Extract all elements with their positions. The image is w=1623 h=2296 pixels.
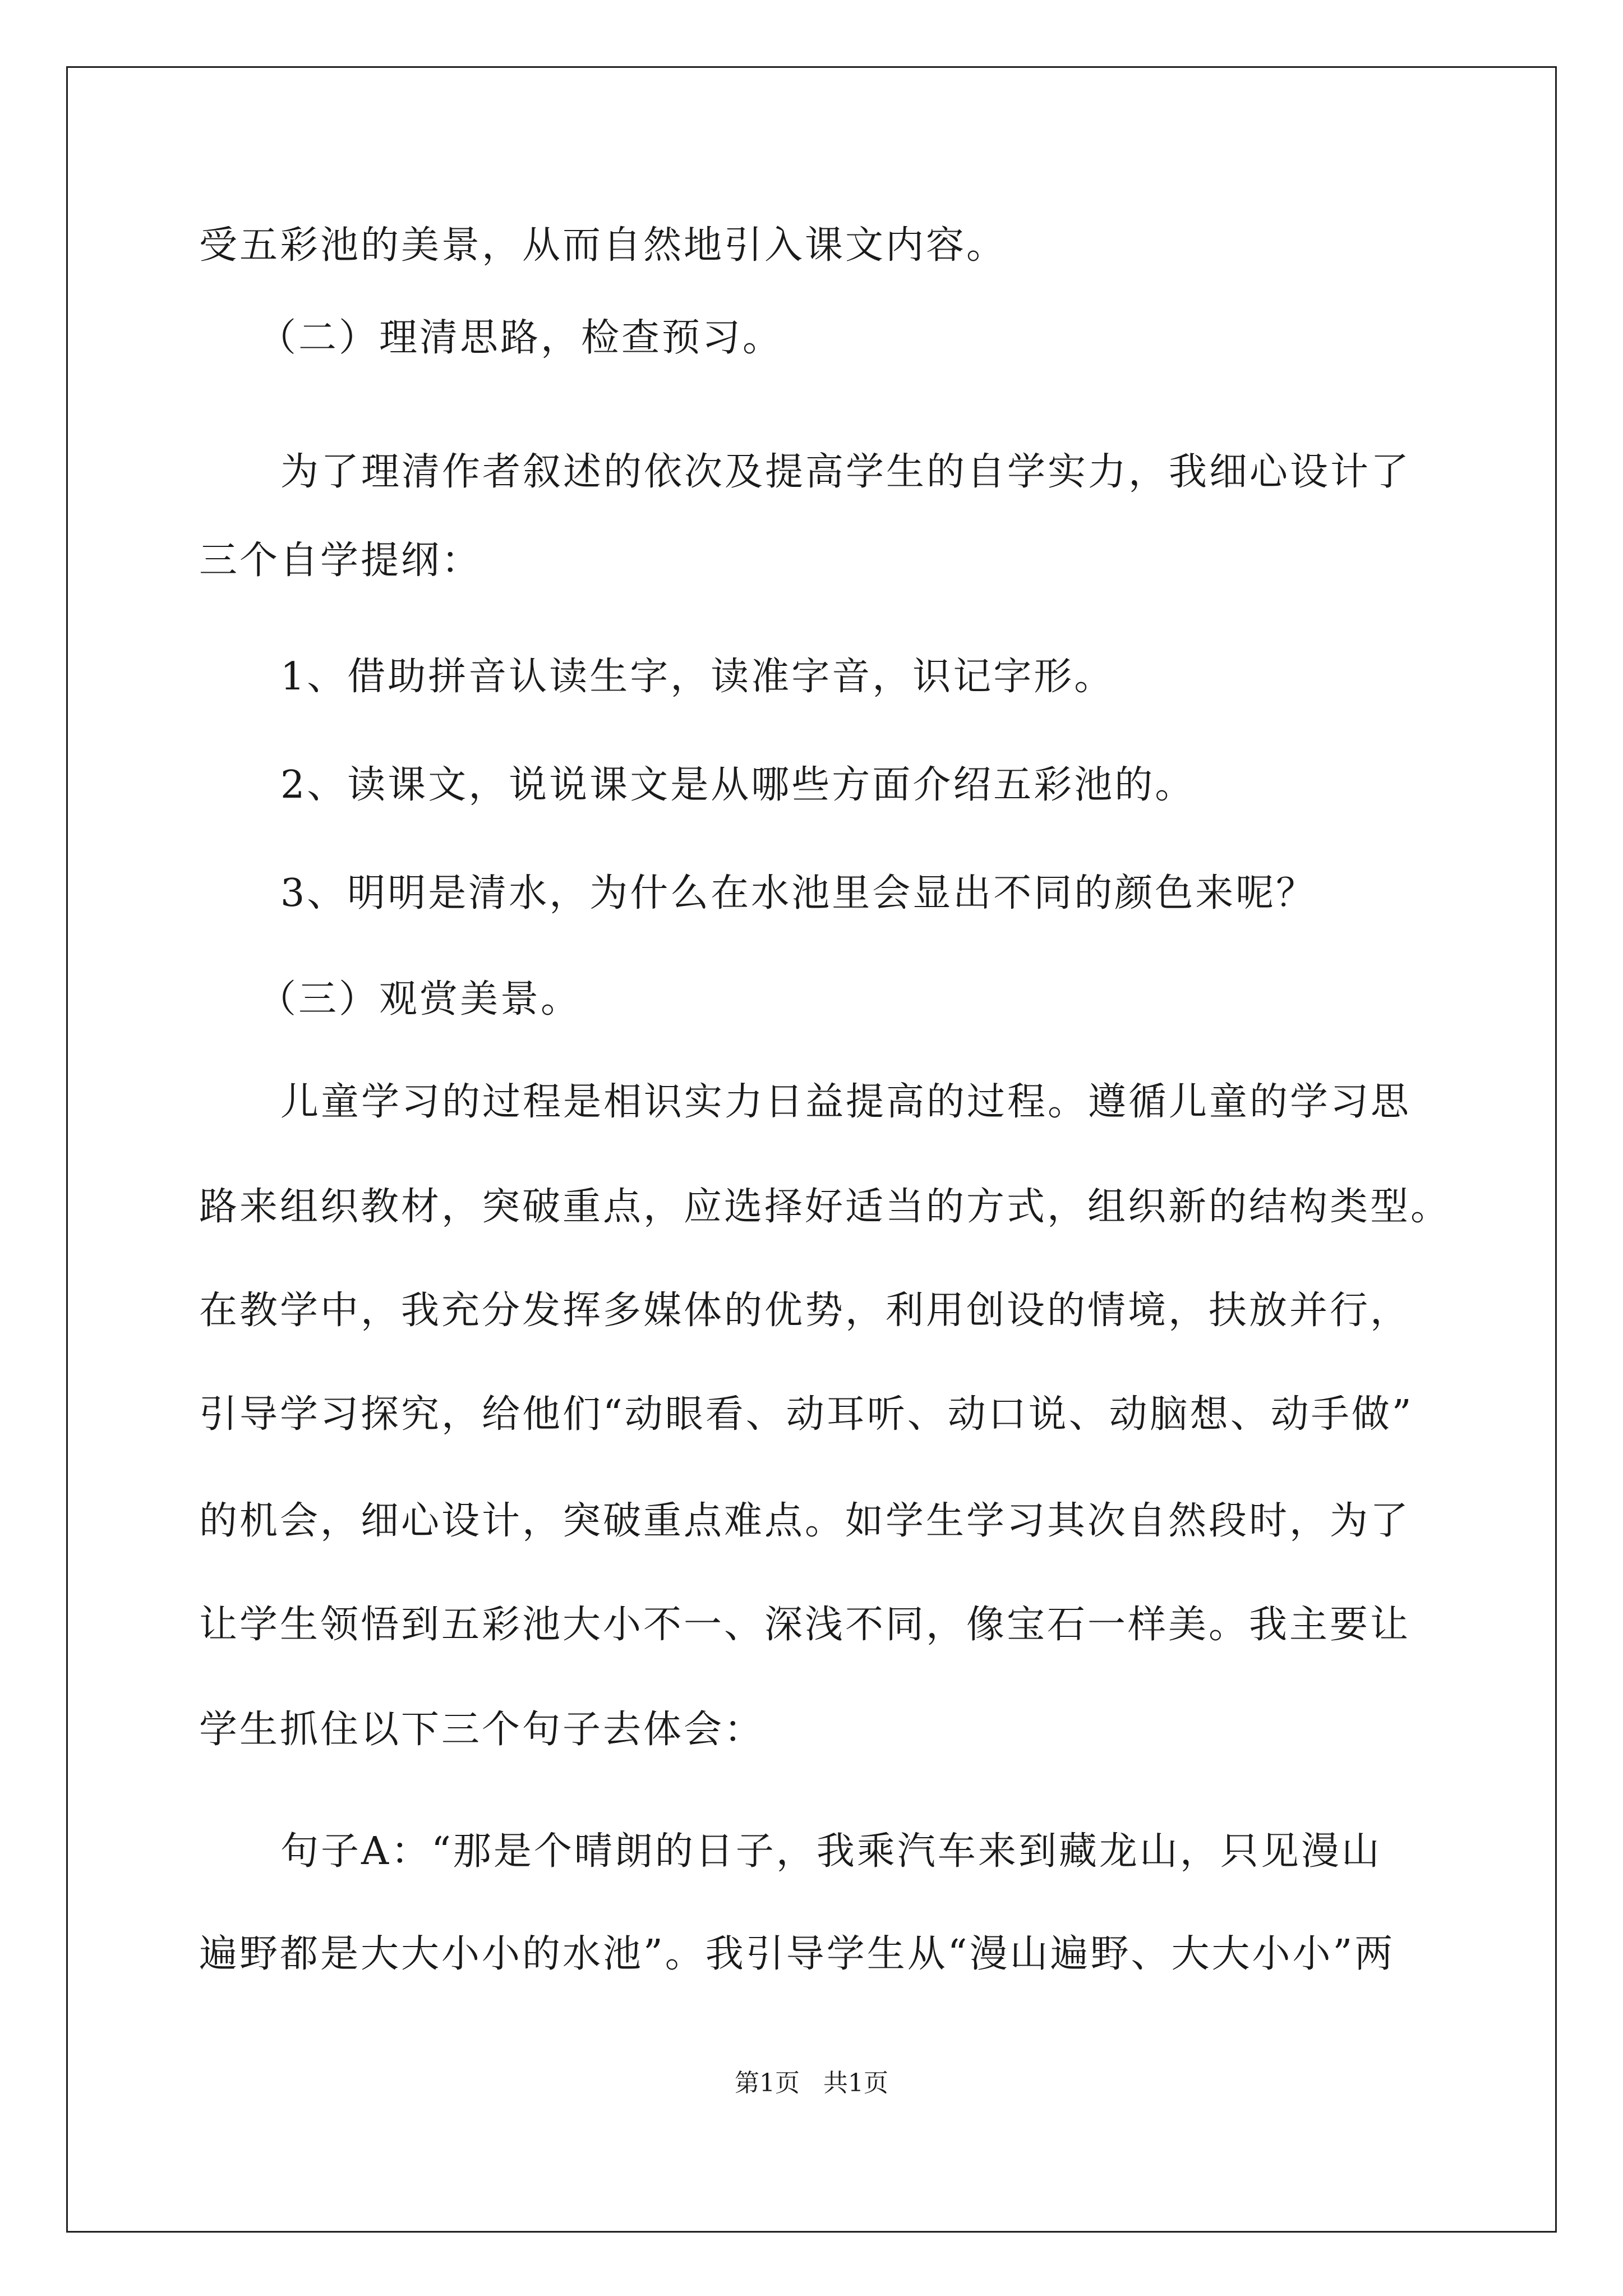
body-line: 为了理清作者叙述的依次及提高学生的自学实力，我细心设计了 bbox=[280, 450, 1412, 494]
body-line: 遍野都是大大小小的水池”。我引导学生从“漫山遍野、大大小小”两 bbox=[199, 1932, 1395, 1976]
list-item: 2、读课文，说说课文是从哪些方面介绍五彩池的。 bbox=[280, 763, 1196, 807]
body-line: 的机会，细心设计，突破重点难点。如学生学习其次自然段时，为了 bbox=[199, 1499, 1411, 1543]
body-line: 受五彩池的美景，从而自然地引入课文内容。 bbox=[199, 223, 1007, 268]
body-line: 句子A：“那是个晴朗的日子，我乘汽车来到藏龙山，只见漫山 bbox=[280, 1829, 1382, 1874]
body-line: 引导学习探究，给他们“动眼看、动耳听、动口说、动脑想、动手做” bbox=[199, 1392, 1414, 1437]
body-line: 学生抓住以下三个句子去体会： bbox=[199, 1708, 765, 1752]
section-heading: （二）理清思路，检查预习。 bbox=[258, 316, 783, 360]
page-border bbox=[66, 66, 1557, 2233]
body-line: 路来组织教材，突破重点，应选择好适当的方式，组织新的结构类型。 bbox=[199, 1185, 1451, 1229]
page-footer: 第1页 共1页 bbox=[735, 2069, 888, 2097]
body-line: 三个自学提纲： bbox=[199, 539, 482, 583]
section-heading: （三）观赏美景。 bbox=[258, 977, 582, 1022]
body-line: 儿童学习的过程是相识实力日益提高的过程。遵循儿童的学习思 bbox=[280, 1080, 1412, 1124]
list-item: 1、借助拼音认读生字，读准字音，识记字形。 bbox=[280, 655, 1115, 699]
body-line: 让学生领悟到五彩池大小不一、深浅不同，像宝石一样美。我主要让 bbox=[199, 1603, 1411, 1647]
list-item: 3、明明是清水，为什么在水池里会显出不同的颜色来呢？ bbox=[280, 871, 1317, 915]
body-line: 在教学中，我充分发挥多媒体的优势，利用创设的情境，扶放并行， bbox=[199, 1289, 1411, 1333]
